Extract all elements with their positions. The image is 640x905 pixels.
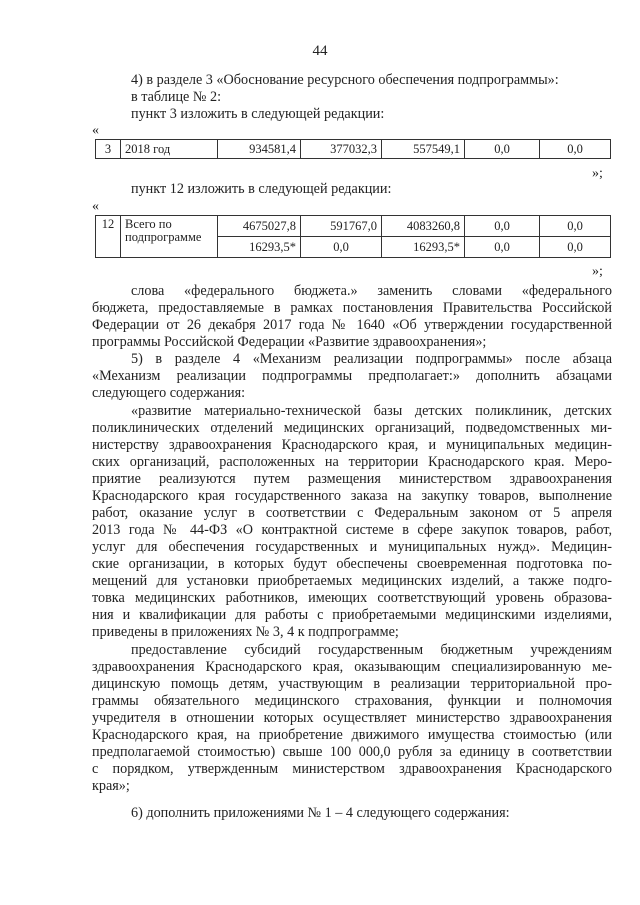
table-cell: 557549,1 xyxy=(382,140,465,159)
table-row-12 xyxy=(95,215,611,258)
body-line: работ, оказание услуг в соответствии с Федеральным законом от 5 апреля xyxy=(92,505,612,521)
quote-open-2: « xyxy=(92,199,99,214)
label-line: подпрограмме xyxy=(125,230,202,244)
table-cell: 0,0 xyxy=(540,140,611,159)
body-line: приятие реализуются путем размещения министерством здравоохранения xyxy=(92,471,612,487)
intro-line: 4) в разделе 3 «Обоснование ресурсного обеспечения подпрограммы»: xyxy=(131,72,559,88)
body-line: дицинскую помощь детям, участвующим в реализации территориальной про- xyxy=(92,676,612,692)
table-label-cell xyxy=(121,216,218,258)
body-line: края»; xyxy=(92,778,130,794)
body-line: Краснодарского края, на приобретение движимого имущества стоимостью (или xyxy=(92,727,612,743)
body-line: 2013 года № 44-ФЗ «О контрактной системе в сфере закупок товаров, работ, xyxy=(92,522,612,538)
body-line: здравоохранения Краснодарского края, оказывающим специализированную ме- xyxy=(92,659,612,675)
body-line: ских организаций, расположенных на территории Краснодарского края. Меро- xyxy=(92,454,612,470)
body-line: товка медицинских работников, имеющих соответствующий уровень образова- xyxy=(92,590,612,606)
body-line: ские организации, в которых будут обеспечены своевременная подготовка по- xyxy=(92,556,612,572)
body-line: поликлинических отделений медицинских организаций, подведомственных ми- xyxy=(92,420,612,436)
body-line: бюджета, предоставляемые в рамках постановления Правительства Российской xyxy=(92,300,612,316)
table-cell: 934581,4 xyxy=(218,140,301,159)
table-cell: 0,0 xyxy=(465,216,540,237)
table-cell: 16293,5* xyxy=(218,237,301,258)
intro-line: пункт 3 изложить в следующей редакции: xyxy=(131,106,385,122)
body-line: учредителя в отношении которых осуществляет министерство здравоохранения xyxy=(92,710,612,726)
body-line: предоставление субсидий государственным бюджетным учреждениям xyxy=(131,642,612,658)
table-row xyxy=(96,140,611,159)
quote-close-2: »; xyxy=(592,264,603,279)
table-row-3 xyxy=(95,139,611,159)
body-line: предполагаемой стоимостью) свыше 100 000,0 рубля за единицу в соответствии xyxy=(92,744,612,760)
body-line: Федерации от 26 декабря 2017 года № 1640 «Об утверждении государственной xyxy=(92,317,612,333)
body-line: услуг для обеспечения государственных и муниципальных нужд». Медицин- xyxy=(92,539,612,555)
body-line: приведены в приложениях № 3, 4 к подпрограмме; xyxy=(92,624,399,640)
table-cell: 0,0 xyxy=(301,237,382,258)
table-cell: 2018 год xyxy=(121,140,218,159)
body-line: слова «федерального бюджета.» заменить словами «федерального xyxy=(131,283,612,299)
table-cell: 0,0 xyxy=(540,237,611,258)
body-line: ния и квалификации для работы с приобретаемыми медицинскими изделиями, xyxy=(92,607,612,623)
table-cell: 12 xyxy=(96,216,121,258)
table-cell: 4675027,8 xyxy=(218,216,301,237)
intro-line: в таблице № 2: xyxy=(131,89,222,105)
body-line: «Механизм реализации подпрограммы предполагает:» дополнить абзацами xyxy=(92,368,612,384)
body-line: Краснодарского края государственного заказа на закупку товаров, выполнение xyxy=(92,488,612,504)
table-row xyxy=(96,216,611,237)
page-number: 44 xyxy=(312,43,328,59)
quote-close-1: »; xyxy=(592,166,603,181)
label-line: Всего по xyxy=(125,217,172,231)
body-line: нистерству здравоохранения Краснодарского края, и муниципальных медицин- xyxy=(92,437,612,453)
table-cell: 4083260,8 xyxy=(382,216,465,237)
body-line: граммы обязательного медицинского страхования, функции и полномочия xyxy=(92,693,612,709)
table-cell: 3 xyxy=(96,140,121,159)
table-cell: 591767,0 xyxy=(301,216,382,237)
table-cell: 377032,3 xyxy=(301,140,382,159)
body-line: 6) дополнить приложениями № 1 – 4 следующего содержания: xyxy=(131,805,510,821)
body-line: программы Российской Федерации «Развитие здравоохранения»; xyxy=(92,334,487,350)
p12-line: пункт 12 изложить в следующей редакции: xyxy=(131,181,392,197)
quote-open-1: « xyxy=(92,123,99,138)
body-line: «развитие материально-технической базы детских поликлиник, детских xyxy=(131,403,612,419)
table-cell: 16293,5* xyxy=(382,237,465,258)
body-line: 5) в разделе 4 «Механизм реализации подпрограммы» после абзаца xyxy=(131,351,612,367)
body-line: мещений для установки приобретаемых медицинских изделий, а также подго- xyxy=(92,573,612,589)
table-cell: 0,0 xyxy=(465,237,540,258)
body-line: с порядком, утвержденным министерством здравоохранения Краснодарского xyxy=(92,761,612,777)
table-cell: 0,0 xyxy=(465,140,540,159)
body-line: следующего содержания: xyxy=(92,385,246,401)
table-cell: 0,0 xyxy=(540,216,611,237)
